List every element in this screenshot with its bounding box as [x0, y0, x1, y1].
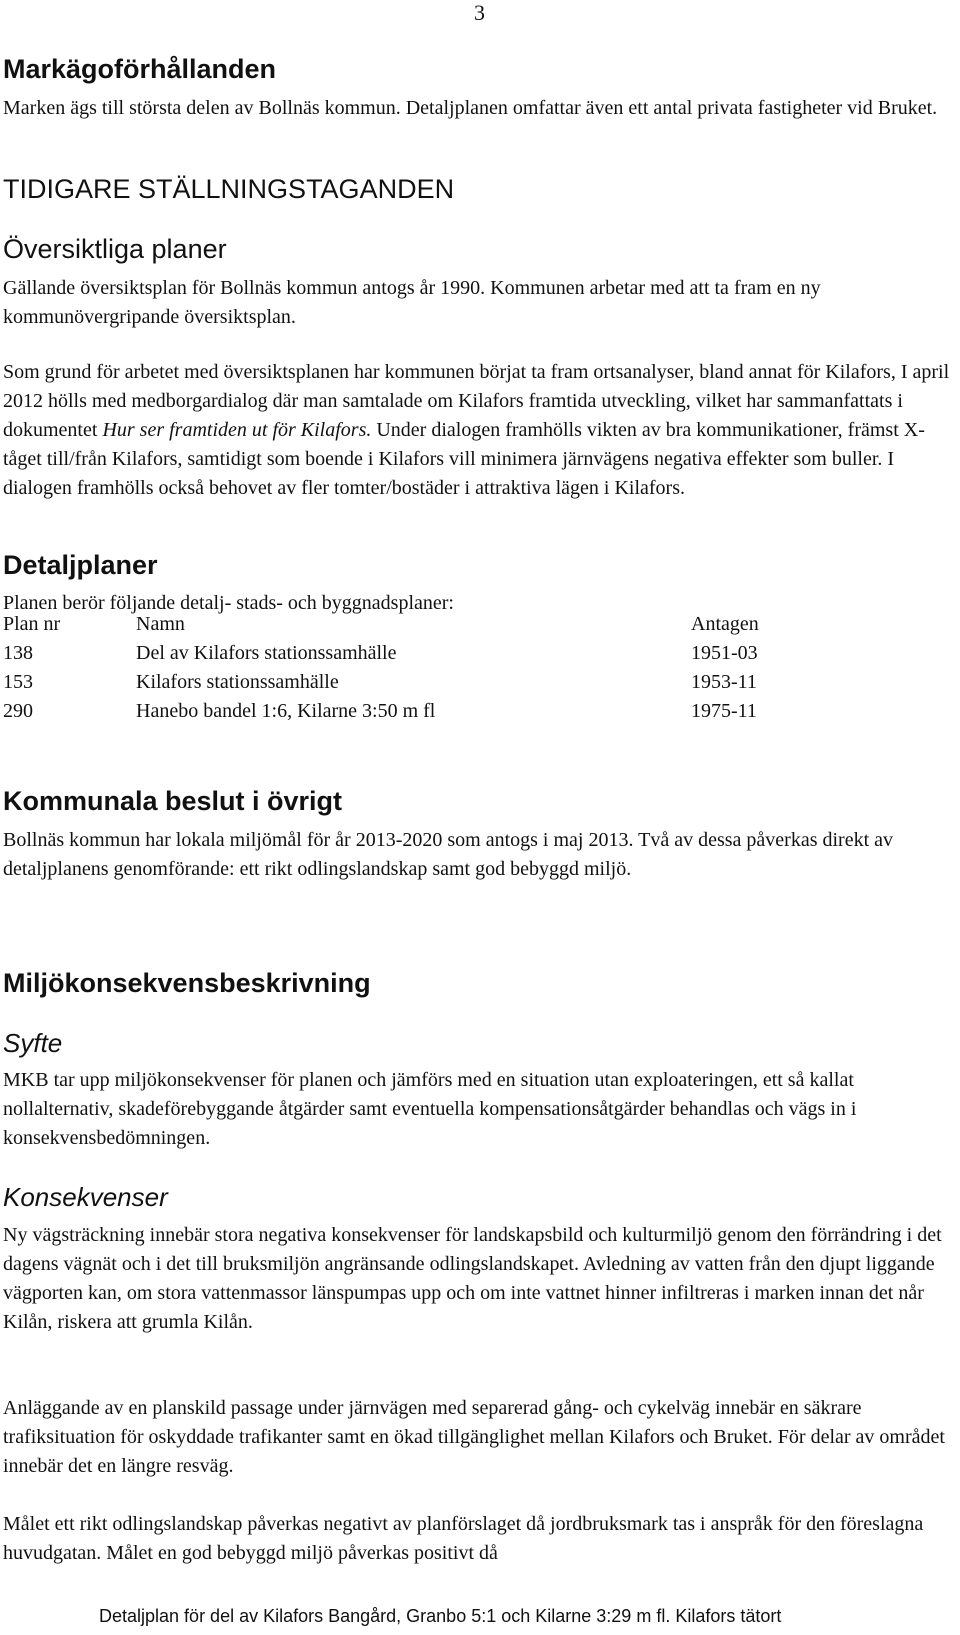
column-header-plan-nr: Plan nr	[3, 613, 61, 635]
paragraph-markagoforhallanden: Marken ägs till största delen av Bollnäs kommun. Detaljplanen omfattar även ett antal privata fastigheter vid Bruket.	[3, 97, 938, 119]
heading-markagoforhallanden: Markägoförhållanden	[3, 54, 277, 84]
column-header-antagen: Antagen	[691, 613, 759, 635]
paragraph-ortsanalyser-part2: Under dialogen framhölls vikten av bra kommunikationer, främst X-tåget till/från Kilafors, samtidigt som boende i Kilafors vill minimera järnvägens negativa effekter som buller. I dialogen framhölls också behovet av fler tomter/bostäder i attraktiva lägen i Kilafors.	[3, 419, 925, 499]
paragraph-konsekvenser-3: Målet ett rikt odlingslandskap påverkas negativt av planförslaget då jordbruksmark tas i anspråk för den föreslagna huvudgatan. Målet en god bebyggd miljö påverkas positivt då	[3, 1513, 924, 1564]
heading-detaljplaner: Detaljplaner	[3, 550, 158, 580]
heading-syfte: Syfte	[3, 1028, 63, 1058]
page-number: 3	[474, 0, 485, 25]
cell-antagen: 1953-11	[691, 671, 757, 693]
paragraph-oversiktsplan: Gällande översiktsplan för Bollnäs kommun antogs år 1990. Kommunen arbetar med att ta fram en ny kommunövergripande översiktsplan.	[3, 277, 821, 328]
heading-tidigare-stallningstaganden: TIDIGARE STÄLLNINGSTAGANDEN	[3, 174, 455, 204]
cell-plan-nr: 290	[3, 700, 33, 722]
paragraph-konsekvenser-2: Anläggande av en planskild passage under järnvägen med separerad gång- och cykelväg innebär en säkrare trafiksituation för oskyddade trafikanter samt en ökad tillgänglighet mellan Kilafors och Bruket. För delar av området innebär det en längre resväg.	[3, 1397, 945, 1477]
cell-namn: Del av Kilafors stationssamhälle	[136, 642, 397, 664]
cell-antagen: 1975-11	[691, 700, 757, 722]
document-title-italic: Hur ser framtiden ut för Kilafors.	[102, 419, 372, 441]
cell-plan-nr: 153	[3, 671, 33, 693]
paragraph-syfte: MKB tar upp miljökonsekvenser för planen och jämförs med en situation utan exploateringen, ett så kallat nollalternativ, skadeförebyggande åtgärder samt eventuella kompensationsåtgärder behandlas och vägs in i konsekvensbedömningen.	[3, 1069, 857, 1149]
heading-miljokonsekvensbeskrivning: Miljökonsekvensbeskrivning	[3, 968, 371, 998]
paragraph-kommunala-beslut: Bollnäs kommun har lokala miljömål för år 2013-2020 som antogs i maj 2013. Två av dessa påverkas direkt av detaljplanens genomförande: ett rikt odlingslandskap samt god bebyggd miljö.	[3, 829, 893, 880]
paragraph-ortsanalyser-part1: Som grund för arbetet med översiktsplanen har kommunen börjat ta fram ortsanalyser, bland annat för Kilafors, I april 2012 hölls med medborgardialog där man samtalade om Kilafors framtida utveckling, vilket har sammanfattats i dokumentet	[3, 361, 950, 441]
page-footer: Detaljplan för del av Kilafors Bangård, Granbo 5:1 och Kilarne 3:29 m fl. Kilafors tätort	[99, 1606, 782, 1626]
cell-antagen: 1951-03	[691, 642, 758, 664]
heading-kommunala-beslut: Kommunala beslut i övrigt	[3, 786, 343, 816]
cell-namn: Kilafors stationssamhälle	[136, 671, 339, 693]
heading-konsekvenser: Konsekvenser	[3, 1182, 168, 1212]
cell-namn: Hanebo bandel 1:6, Kilarne 3:50 m fl	[136, 700, 436, 722]
cell-plan-nr: 138	[3, 642, 33, 664]
paragraph-detaljplaner-intro: Planen berör följande detalj- stads- och byggnadsplaner:	[3, 592, 454, 614]
column-header-namn: Namn	[136, 613, 185, 635]
paragraph-ortsanalyser	[3, 358, 953, 503]
paragraph-konsekvenser-1: Ny vägsträckning innebär stora negativa konsekvenser för landskapsbild och kulturmiljö genom den förrändring i det dagens vägnät och i det till bruksmiljön angränsande odlingslandskapet. Avledning av vatten från den djupt liggande vägporten kan, om stora vattenmassor länspumpas upp och om inte vattnet hinner infiltreras i marken innan det når Kilån, riskera att grumla Kilån.	[3, 1224, 942, 1333]
heading-oversiktliga-planer: Översiktliga planer	[3, 234, 227, 264]
